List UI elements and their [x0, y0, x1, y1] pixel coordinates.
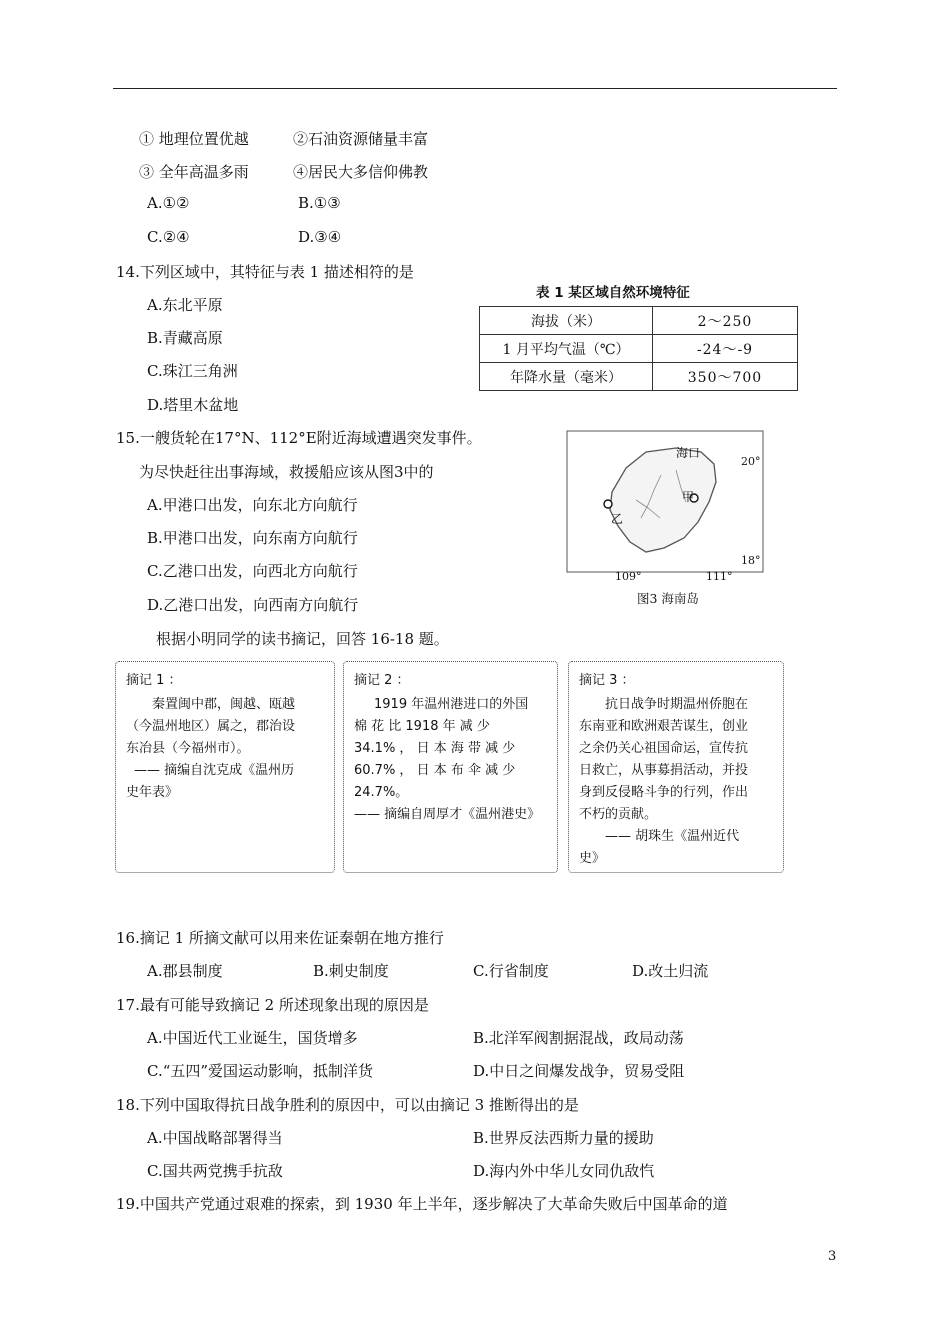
- note-2-line: 24.7%。: [354, 785, 409, 800]
- hainan-map: [566, 430, 766, 580]
- q13-option-2: ②石油资源储量丰富: [293, 130, 429, 148]
- table-row: [480, 363, 798, 391]
- note-3-line: 之余仍关心祖国命运，宣传抗: [579, 741, 749, 756]
- table-cell-label: 海拔（米）: [480, 307, 653, 335]
- q13-choice-a: A.①②: [147, 194, 190, 212]
- note-2-line: 1919 年温州港进口的外国: [374, 697, 529, 712]
- map-lat-18: 18°: [741, 554, 761, 567]
- note-3-line: 抗日战争时期温州侨胞在: [605, 697, 749, 712]
- q16-choice-d: D.改土归流: [632, 962, 709, 980]
- table-row: [480, 335, 798, 363]
- q17-choice-b: B.北洋军阀割据混战，政局动荡: [473, 1029, 684, 1047]
- q18-choice-b: B.世界反法西斯力量的援助: [473, 1129, 654, 1147]
- q16-choice-b: B.刺史制度: [313, 962, 389, 980]
- q13-option-3: ③ 全年高温多雨: [139, 163, 249, 181]
- q14-choice-c: C.珠江三角洲: [147, 362, 238, 380]
- note-3-line: 史》: [579, 851, 606, 866]
- q17-choice-a: A.中国近代工业诞生，国货增多: [147, 1029, 358, 1047]
- q17-choice-c: C.“五四”爱国运动影响，抵制洋货: [147, 1062, 374, 1080]
- note-3-line: 东南亚和欧洲艰苦谋生，创业: [579, 719, 749, 734]
- q18-choice-c: C.国共两党携手抗敌: [147, 1162, 283, 1180]
- intro-text: 根据小明同学的读书摘记，回答 16-18 题。: [156, 630, 449, 648]
- note-1-line: 秦置闽中郡，闽越、瓯越: [152, 697, 296, 712]
- note-3-line: 日救亡，从事募捐活动，并投: [579, 763, 749, 778]
- q13-option-4: ④居民大多信仰佛教: [293, 163, 429, 181]
- q17-choice-d: D.中日之间爆发战争，贸易受阻: [473, 1062, 685, 1080]
- table-row: [480, 307, 798, 335]
- q15-stem-line1: 15.一艘货轮在17°N、112°E附近海域遭遇突发事件。: [116, 429, 482, 447]
- q16-choice-a: A.郡县制度: [147, 962, 223, 980]
- q16-stem: 16.摘记 1 所摘文献可以用来佐证秦朝在地方推行: [116, 929, 444, 947]
- map-caption: 图3 海南岛: [637, 591, 699, 606]
- note-3-line: 身到反侵略斗争的行列，作出: [579, 785, 749, 800]
- q19-stem: 19.中国共产党通过艰难的探索，到 1930 年上半年，逐步解决了大革命失败后中国革命的道: [116, 1195, 728, 1213]
- q18-choice-d: D.海内外中华儿女同仇敌忾: [473, 1162, 655, 1180]
- port-yi-marker: [604, 500, 612, 508]
- q15-choice-a: A.甲港口出发，向东北方向航行: [147, 496, 358, 514]
- q13-choice-b: B.①③: [298, 194, 341, 212]
- note-3-line: —— 胡珠生《温州近代: [605, 829, 740, 844]
- page-number: 3: [828, 1249, 837, 1264]
- map-lon-111: 111°: [706, 570, 733, 583]
- map-label-yi: 乙: [611, 512, 624, 526]
- table-cell-label: 1 月平均气温（℃）: [480, 335, 653, 363]
- note-1-line: 东冶县（今福州市）。: [126, 741, 250, 756]
- q15-choice-c: C.乙港口出发，向西北方向航行: [147, 562, 358, 580]
- note-card-3: [568, 661, 784, 873]
- map-lat-20: 20°: [741, 455, 761, 468]
- q15-choice-d: D.乙港口出发，向西南方向航行: [147, 596, 359, 614]
- q13-choice-d: D.③④: [298, 228, 342, 246]
- q13-option-1: ① 地理位置优越: [139, 130, 249, 148]
- q14-choice-a: A.东北平原: [147, 296, 223, 314]
- table-cell-value: 2～250: [653, 307, 798, 335]
- table-cell-value: -24～-9: [653, 335, 798, 363]
- note-2-line: 棉 花 比 1918 年 减 少: [354, 719, 490, 734]
- table1: [479, 306, 798, 391]
- q13-choice-c: C.②④: [147, 228, 190, 246]
- note-1-line: （今温州地区）属之，郡治设: [126, 719, 296, 734]
- table-cell-label: 年降水量（毫米）: [480, 363, 653, 391]
- q18-choice-a: A.中国战略部署得当: [147, 1129, 283, 1147]
- q14-choice-b: B.青藏高原: [147, 329, 223, 347]
- note-card-1: [115, 661, 335, 873]
- note-1-line: 史年表》: [126, 785, 179, 800]
- q14-stem: 14.下列区域中，其特征与表 1 描述相符的是: [116, 263, 414, 281]
- q17-stem: 17.最有可能导致摘记 2 所述现象出现的原因是: [116, 996, 429, 1014]
- note-2-line: 34.1% ， 日 本 海 带 减 少: [354, 741, 516, 756]
- q14-choice-d: D.塔里木盆地: [147, 396, 239, 414]
- q18-stem: 18.下列中国取得抗日战争胜利的原因中，可以由摘记 3 推断得出的是: [116, 1096, 579, 1114]
- map-label-haikou: 海口: [676, 446, 701, 460]
- note-3-line: 不朽的贡献。: [579, 807, 658, 822]
- map-label-jia: 甲: [682, 490, 695, 504]
- note-1-title: 摘记 1 ：: [126, 673, 182, 688]
- note-2-line: —— 摘编自周厚才《温州港史》: [354, 807, 541, 822]
- note-3-title: 摘记 3 ：: [579, 673, 635, 688]
- table-cell-value: 350～700: [653, 363, 798, 391]
- note-2-title: 摘记 2 ：: [354, 673, 410, 688]
- note-card-2: [343, 661, 558, 873]
- q15-stem-line2: 为尽快赶往出事海域，救援船应该从图3中的: [139, 463, 434, 481]
- note-2-line: 60.7% ， 日 本 布 伞 减 少: [354, 763, 516, 778]
- q16-choice-c: C.行省制度: [473, 962, 549, 980]
- map-lon-109: 109°: [615, 570, 642, 583]
- q15-choice-b: B.甲港口出发，向东南方向航行: [147, 529, 358, 547]
- table1-caption: 表 1 某区域自然环境特征: [536, 285, 690, 301]
- note-1-line: —— 摘编自沈克成《温州历: [134, 763, 295, 778]
- header-rule: [113, 88, 837, 89]
